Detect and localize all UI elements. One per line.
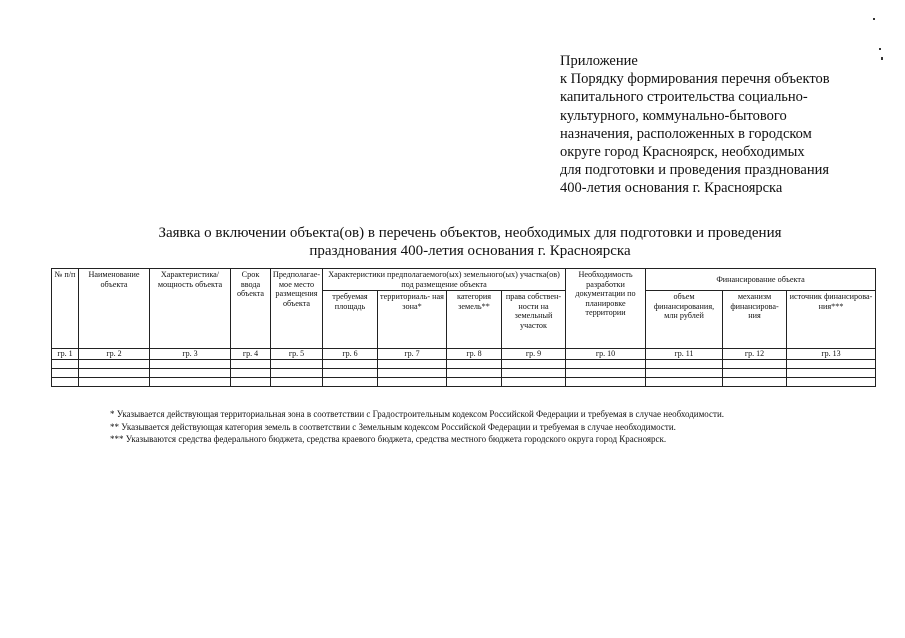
table-row (52, 360, 876, 369)
table-row (52, 378, 876, 387)
scan-speck (879, 48, 881, 50)
table-cell (378, 369, 447, 378)
column-number: гр. 13 (787, 349, 876, 360)
table-cell (271, 360, 323, 369)
annex-line: Приложение (560, 53, 638, 69)
annex-line: для подготовки и проведения празднования (560, 162, 830, 179)
table-cell (79, 360, 150, 369)
header-name: Наименование объекта (79, 269, 150, 349)
title-line-2: празднования 400-летия основания г. Красноярска (309, 243, 631, 259)
annex-line: назначения, расположенных в городском (560, 125, 812, 142)
table-cell (502, 369, 566, 378)
header-financing-mechanism: механизм финансирова- ния (723, 291, 787, 349)
header-financing-volume: объем финансирования, млн рублей (646, 291, 723, 349)
table-cell (231, 378, 271, 387)
column-number: гр. 8 (447, 349, 502, 360)
document-title (100, 224, 840, 260)
header-zone: территориаль- ная зона* (378, 291, 447, 349)
table-cell (150, 369, 231, 378)
annex-line: 400-летия основания г. Красноярска (560, 180, 783, 197)
header-financing-group: Финансирование объекта (646, 269, 876, 291)
table-cell (787, 378, 876, 387)
header-land-group: Характеристики предполагаемого(ых) земельного(ых) участка(ов) под размещение объекта (323, 269, 566, 291)
column-number: гр. 5 (271, 349, 323, 360)
annex-line: культурного, коммунально-бытового (560, 107, 787, 124)
column-number: гр. 7 (378, 349, 447, 360)
table-cell (502, 360, 566, 369)
table-cell (566, 369, 646, 378)
table-cell (378, 378, 447, 387)
table-cell (447, 378, 502, 387)
table-cell (646, 360, 723, 369)
header-planning-docs: Необходимость разработки документации по планировке территории (566, 269, 646, 349)
table-cell (150, 378, 231, 387)
table-cell (378, 360, 447, 369)
table-cell (52, 369, 79, 378)
table-cell (323, 369, 378, 378)
footnotes (110, 408, 880, 446)
footnote-1: * Указывается действующая территориальная зона в соответствии с Градостроительным кодексом Российской Федерации и требуемая в случае необходимости. (110, 409, 725, 419)
table-cell (447, 369, 502, 378)
annex-line: капитального строительства социально- (560, 89, 808, 106)
column-number: гр. 3 (150, 349, 231, 360)
table-cell (150, 360, 231, 369)
table-cell (79, 378, 150, 387)
table-row (52, 369, 876, 378)
header-location: Предполагае- мое место размещения объекта (271, 269, 323, 349)
header-land-category: категория земель** (447, 291, 502, 349)
header-financing-source: источник финансирова- ния*** (787, 291, 876, 349)
table-cell (646, 369, 723, 378)
table-cell (52, 360, 79, 369)
table-cell (271, 378, 323, 387)
table-cell (646, 378, 723, 387)
column-number: гр. 4 (231, 349, 271, 360)
table-cell (231, 360, 271, 369)
table-cell (323, 378, 378, 387)
table-cell (271, 369, 323, 378)
annex-line: округе город Красноярск, необходимых (560, 144, 805, 161)
table-cell (323, 360, 378, 369)
annex-line: к Порядку формирования перечня объектов (560, 71, 830, 88)
table-cell (787, 360, 876, 369)
table-cell (52, 378, 79, 387)
column-number: гр. 9 (502, 349, 566, 360)
header-capacity: Характеристика/ мощность объекта (150, 269, 231, 349)
column-number: гр. 12 (723, 349, 787, 360)
header-area: требуемая площадь (323, 291, 378, 349)
header-number: № п/п (52, 269, 79, 349)
table-cell (723, 369, 787, 378)
table-cell (566, 360, 646, 369)
table-cell (447, 360, 502, 369)
table-cell (723, 360, 787, 369)
scan-speck (873, 18, 875, 20)
table-cell (502, 378, 566, 387)
table-cell (723, 378, 787, 387)
table-cell (566, 378, 646, 387)
column-number: гр. 2 (79, 349, 150, 360)
column-number: гр. 11 (646, 349, 723, 360)
application-table (51, 268, 876, 387)
title-line-1: Заявка о включении объекта(ов) в перечень объектов, необходимых для подготовки и проведения (158, 225, 782, 241)
header-land-rights: права собствен- ности на земельный участок (502, 291, 566, 349)
column-number: гр. 10 (566, 349, 646, 360)
table-cell (231, 369, 271, 378)
header-commissioning: Срок ввода объекта (231, 269, 271, 349)
footnote-3: *** Указываются средства федерального бюджета, средства краевого бюджета, средства местного бюджета городского округа город Красноярск. (110, 434, 667, 444)
table-cell (79, 369, 150, 378)
column-number: гр. 1 (52, 349, 79, 360)
annex-header (560, 52, 890, 198)
footnote-2: ** Указывается действующая категория земель в соответствии с Земельным кодексом Российской Федерации и требуемая в случае необходимости. (110, 421, 676, 432)
column-number: гр. 6 (323, 349, 378, 360)
table-cell (787, 369, 876, 378)
